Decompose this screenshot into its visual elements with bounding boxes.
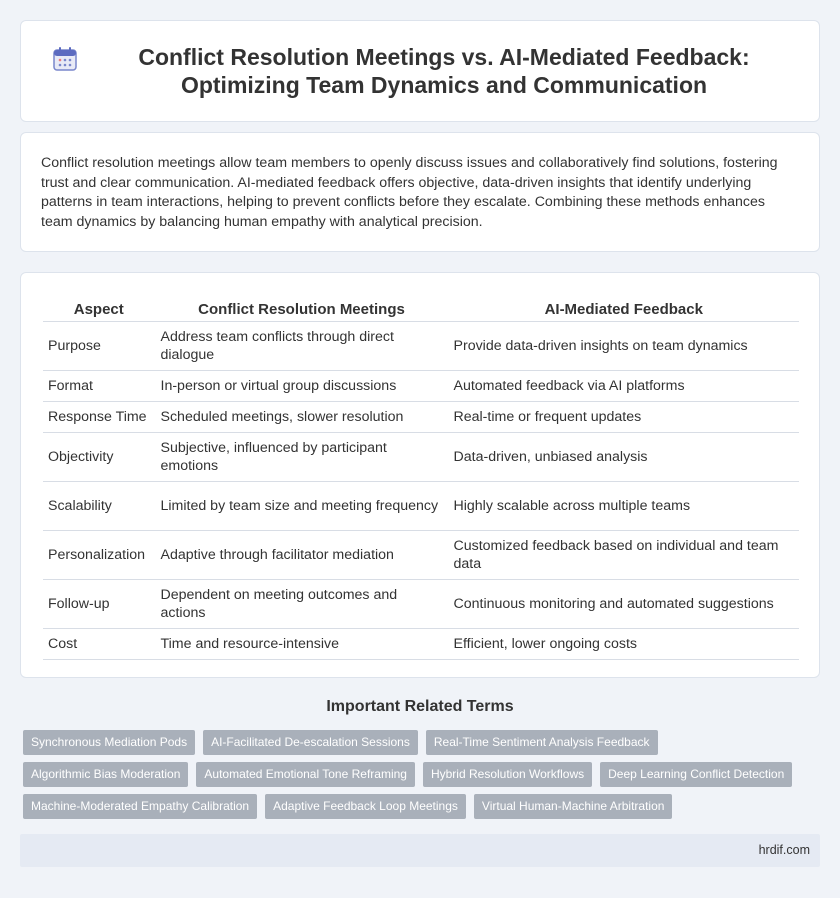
cell-aspect: Personalization (43, 530, 155, 579)
related-term-tag[interactable]: Automated Emotional Tone Reframing (196, 762, 415, 787)
related-terms-title: Important Related Terms (326, 698, 514, 715)
cell-conflict: Adaptive through facilitator mediation (155, 530, 448, 579)
comparison-card (20, 272, 820, 678)
table-row (43, 530, 799, 579)
intro-card (20, 132, 820, 252)
cell-conflict: Dependent on meeting outcomes and actions (155, 579, 448, 628)
cell-conflict: In-person or virtual group discussions (155, 370, 448, 401)
related-term-tag[interactable]: Synchronous Mediation Pods (23, 730, 195, 755)
cell-aspect: Follow-up (43, 579, 155, 628)
cell-conflict: Subjective, influenced by participant emotions (155, 432, 448, 481)
title-card (20, 20, 820, 122)
cell-conflict: Time and resource-intensive (155, 628, 448, 659)
table-row (43, 628, 799, 659)
cell-conflict: Limited by team size and meeting frequency (155, 481, 448, 530)
tag-row (23, 762, 823, 787)
footer-site-link[interactable]: hrdif.com (758, 843, 810, 857)
table-row (43, 370, 799, 401)
cell-conflict: Scheduled meetings, slower resolution (155, 401, 448, 432)
related-term-tag[interactable]: AI-Facilitated De-escalation Sessions (203, 730, 418, 755)
table-header-row (43, 293, 799, 321)
table-row (43, 579, 799, 628)
related-term-tag[interactable]: Machine-Moderated Empathy Calibration (23, 794, 257, 819)
page-title: Conflict Resolution Meetings vs. AI-Mediated Feedback: Optimizing Team Dynamics and Communication (138, 44, 750, 98)
cell-ai: Provide data-driven insights on team dynamics (448, 321, 799, 370)
cell-aspect: Scalability (43, 481, 155, 530)
cell-aspect: Objectivity (43, 432, 155, 481)
cell-ai: Real-time or frequent updates (448, 401, 799, 432)
cell-ai: Efficient, lower ongoing costs (448, 628, 799, 659)
related-term-tag[interactable]: Real-Time Sentiment Analysis Feedback (426, 730, 658, 755)
cell-ai: Customized feedback based on individual and team data (448, 530, 799, 579)
related-term-tag[interactable]: Virtual Human-Machine Arbitration (474, 794, 673, 819)
table-row (43, 321, 799, 370)
cell-ai: Continuous monitoring and automated suggestions (448, 579, 799, 628)
tag-row (23, 794, 823, 819)
related-term-tag[interactable]: Algorithmic Bias Moderation (23, 762, 188, 787)
footer (20, 834, 820, 867)
intro-paragraph: Conflict resolution meetings allow team members to openly discuss issues and collaboratively find solutions, fostering trust and clear communication. AI-mediated feedback offers objective, data-driven insights that identify underlying patterns in team interactions, helping to prevent conflicts before they escalate. Combining these methods enhances team dynamics by balancing human empathy with analytical precision. (41, 155, 778, 230)
comparison-table (43, 293, 799, 660)
cell-aspect: Cost (43, 628, 155, 659)
header-aspect: Aspect (43, 293, 155, 321)
cell-aspect: Purpose (43, 321, 155, 370)
related-terms-list (23, 730, 823, 826)
table-row (43, 401, 799, 432)
cell-ai: Automated feedback via AI platforms (448, 370, 799, 401)
cell-conflict: Address team conflicts through direct dialogue (155, 321, 448, 370)
cell-aspect: Response Time (43, 401, 155, 432)
related-term-tag[interactable]: Adaptive Feedback Loop Meetings (265, 794, 466, 819)
tag-row (23, 730, 823, 755)
table-row (43, 481, 799, 530)
calendar-icon (51, 45, 79, 73)
related-term-tag[interactable]: Deep Learning Conflict Detection (600, 762, 792, 787)
table-row (43, 432, 799, 481)
related-term-tag[interactable]: Hybrid Resolution Workflows (423, 762, 592, 787)
cell-aspect: Format (43, 370, 155, 401)
header-conflict-meetings: Conflict Resolution Meetings (155, 293, 448, 321)
cell-ai: Highly scalable across multiple teams (448, 481, 799, 530)
header-ai-feedback: AI-Mediated Feedback (448, 293, 799, 321)
cell-ai: Data-driven, unbiased analysis (448, 432, 799, 481)
